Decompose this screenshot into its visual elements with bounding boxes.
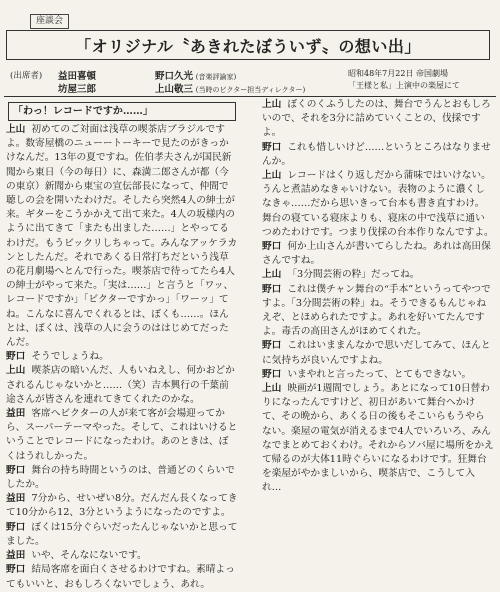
speaker-name: 上山 (6, 365, 26, 377)
speaker-name: 野口 (262, 241, 282, 253)
speech-text: 結局客席を面白くさせるわけですね。素晴よってもいいと、おもしろくないでしょう、あれ。 (6, 564, 235, 590)
dialogue-paragraph (6, 464, 238, 492)
speaker-name: 野口 (6, 521, 26, 533)
attendee-role: (当時のビクター担当ディレクター) (195, 86, 306, 94)
speech-text: 初めてのご対面は浅草の喫茶店ブラジルですよ。数寄屋橋のニューートーキーで見たのがきっかけなんだ。13年の夏ですね。佐伯孝夫さんが国民新聞から東日（今の毎日）に、森満二郎さんが都（今の東京）新聞から東宝の宣伝部長になって、仲間で聴しの会を開いたわけだ。そしたら突然4人の紳士が来。ギターをこうかかえて出て来た。4人の坂様内のように出てきて「またも出ました……」とやってるわけだ。もうビックリしちゃって。みんなアッケラカンとしたんだ。それであくる日常打ちだという浅草の花月劇場へとんで行った。喫茶店で待ってたら4人の紳士がやって来た。「実は……」と言うと「ワッ、レコードですか」「ビクターですかっ」「ワーッ」てね。こんなに喜んでくれるとは、ぼくも……。ほんとは、ぼくは、浅草の人に会うのははじめてだったんだ。 (6, 124, 238, 349)
speaker-name: 益田 (6, 408, 26, 420)
speaker-name: 野口 (262, 368, 282, 380)
speech-text: これも惜しいけど……というところはなりませんか。 (262, 141, 491, 167)
left-body (6, 123, 238, 592)
dialogue-paragraph (262, 368, 494, 382)
dialogue-paragraph (6, 123, 238, 350)
attendee (58, 70, 96, 84)
speech-text: 喫茶店の暗いんだ、人もいねえし、何かおどかされるんじゃないかと……（笑）吉本興行の千葉前途さんが皆さんを連れてきてくれたのかな。 (6, 365, 235, 405)
speech-text: そうでしょうね。 (31, 351, 109, 363)
dialogue-paragraph (262, 240, 494, 268)
speaker-name: 上山 (262, 170, 282, 182)
right-column (262, 98, 494, 502)
dialogue-paragraph (262, 169, 494, 240)
speaker-name: 上山 (262, 383, 282, 395)
attendee-name: 坊屋三郎 (58, 84, 97, 95)
attendee-name: 上山敬三 (155, 84, 194, 95)
dialogue-paragraph (6, 364, 238, 407)
speaker-name: 野口 (262, 141, 282, 153)
dialogue-paragraph (6, 407, 238, 464)
meta-info (348, 68, 498, 92)
speaker-name: 益田 (6, 550, 26, 562)
speech-text: これは僕チャン舞台の“手本”というってやつですよ。「3分間芸術の粋」ね。そうできるもんじゃねえぞ、とほめられたですよ。あれを好いてたんですよ。毒舌の高田さんがほめてくれた。 (262, 283, 491, 338)
dialogue-paragraph (6, 492, 238, 520)
dialogue-paragraph (6, 563, 238, 591)
speaker-name: 野口 (6, 351, 26, 363)
speech-text: ぼくは15分ぐらいだったんじゃないかと思ってました。 (6, 521, 238, 547)
speaker-name: 上山 (6, 124, 26, 135)
page-title: 「オリジナル〝あきれたぼういず〟の想い出」 (75, 36, 421, 56)
dialogue-paragraph (262, 268, 494, 282)
attendees-label: (出席者) (10, 71, 43, 81)
speaker-name: 野口 (262, 340, 282, 352)
dialogue-paragraph (6, 521, 238, 549)
divider (4, 96, 496, 97)
speaker-name: 野口 (6, 564, 26, 576)
attendee (58, 83, 96, 97)
dialogue-paragraph (262, 382, 494, 496)
intro-quote: 「わっ！レコードですか……」 (8, 102, 236, 121)
meta-date: 昭和48年7月22日 帝国劇場 (348, 69, 448, 78)
speech-text: 7分から、せいぜい8分。だんだん長くなってきて10分から12、3分というようになったのですよ。 (6, 493, 238, 519)
right-body (262, 98, 494, 496)
title-box (6, 30, 490, 60)
left-column (6, 98, 238, 590)
section-badge: 座談会 (30, 14, 69, 29)
speaker-name: 上山 (262, 99, 282, 110)
speaker-name: 野口 (262, 283, 282, 295)
speech-text: 何か上山さんが書いてらしたね。あれは高田保さんですね。 (262, 241, 491, 267)
attendee-name: 野口久光 (155, 71, 194, 82)
attendee-role: (音楽評論家) (195, 73, 237, 81)
attendee-name: 益田喜頓 (58, 71, 97, 82)
dialogue-paragraph (262, 339, 494, 367)
speaker-name: 野口 (6, 464, 26, 476)
speech-text: レコードはくり返しだから蒲味ではいけない。うんと煮詰めなきゃいけない。表物のように濃くしなきゃ……だから思いきって台本も書き直すわけ。舞台の寝ている寝床よりも、寝床の中で浅草に通いつめたわけです。つまり伐採の台本作りなんですよ。 (262, 170, 494, 238)
speech-text: 「3分間芸術の粋」だってね。 (287, 269, 420, 281)
attendee (155, 83, 305, 97)
dialogue-paragraph (262, 141, 494, 169)
meta-place: 「王様と私」上演中の楽屋にて (348, 81, 460, 90)
speech-text: 映画が1週間でしょう。あとになって10日替わりになったんですけど、初日があいて舞台へかけて、その晩から、あくる日の後もそこいらもうやらない。楽屋の電気が消えるまで4人でいろいろ、みんなでまとめておくわけ。それからソバ屋に場所をかえて帰るのが大体11時ぐらいになるわけです。狂舞台を楽屋がやかましいから、喫茶店で、こうして入れ… (262, 383, 494, 494)
speech-text: 客席へビクターの人が来て客が会場迎ってから、スーパーテーマやった。そして、これはいけるということでレコードになったわけ。あのときは、ぼくはうれしかった。 (6, 408, 238, 462)
speech-text: 舞台の持ち時間というのは、普通どのくらいでしたか。 (6, 464, 235, 491)
dialogue-paragraph (6, 549, 238, 563)
speaker-name: 上山 (262, 269, 282, 281)
speech-text: いまやれと言ったって、とてもできない。 (287, 368, 472, 380)
speech-text: これはいままんなかで思いだしてみて、ほんとに気持ちが良いんですよね。 (262, 340, 491, 366)
dialogue-paragraph (262, 283, 494, 340)
speaker-name: 益田 (6, 493, 26, 505)
attendee (155, 70, 236, 84)
dialogue-paragraph (262, 98, 494, 141)
speech-text: ぼくのくふうしたのは、舞台でうんとおもしろいので、それを3分に詰めていくことの、伐採ですよ。 (262, 99, 491, 139)
dialogue-paragraph (6, 350, 238, 364)
speech-text: いや、そんなにないです。 (31, 550, 147, 562)
